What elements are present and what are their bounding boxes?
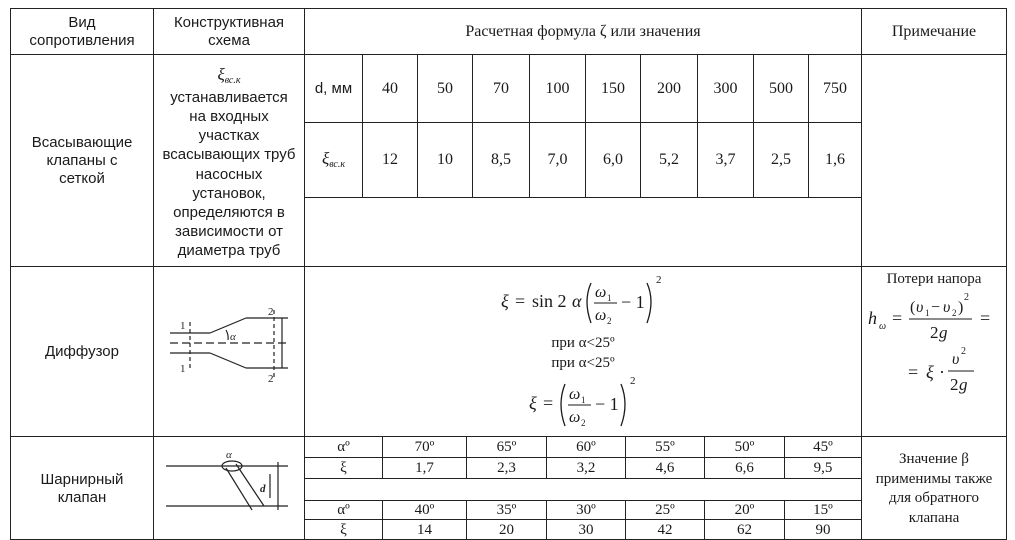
d-value: 200 [657,79,681,97]
valve-alpha-label: α [226,449,232,461]
xi-value: 2,5 [771,151,791,169]
xi-value: 9,5 [813,460,833,476]
xi-value: 3,2 [576,460,596,476]
svg-text:ξ: ξ [529,393,537,413]
svg-text:υ: υ [943,299,951,316]
condition-1: при α<25º [551,335,615,351]
alpha-value: 35º [496,502,517,518]
svg-text:·: · [939,362,945,382]
svg-text:=: = [515,291,526,311]
header-scheme: Конструктивная схема [173,13,285,49]
xi-value: 14 [417,522,432,538]
note-head-loss-formula [864,288,1006,400]
xi-value: 1,7 [415,460,434,476]
header-formula: Расчетная формула ζ или значения [465,22,701,40]
svg-text:2: 2 [607,316,612,326]
svg-text:=: = [892,308,903,328]
svg-text:(: ( [910,299,916,316]
xi-value: 42 [657,522,673,538]
svg-text:): ) [958,299,964,316]
d-label: d, мм [314,79,353,97]
row2-name: Диффузор [45,342,119,360]
section-1-bottom: 1 [180,363,186,375]
svg-text:=: = [543,393,554,413]
note-hinged-valve: Значение β применимы также для обратного клапана [875,451,993,526]
diffuser-formulas [305,267,861,436]
svg-text:υ: υ [952,351,960,368]
alpha-value: 65º [496,439,517,455]
svg-text:2: 2 [930,323,939,342]
alpha-value: 20º [734,502,755,518]
alpha-value: 55º [655,439,675,455]
xi-value: 30 [578,522,594,538]
xi-value: 2,3 [497,460,516,476]
svg-text:α: α [572,291,582,311]
svg-text:2: 2 [950,375,959,394]
xi-row-label: ξ [340,522,347,538]
svg-text:ω: ω [595,307,607,324]
svg-text:ξ: ξ [501,291,509,311]
alpha-value: 70º [414,439,435,455]
note-head-loss-title: Потери напора [886,271,982,287]
row1-name: Всасывающие клапаны с сеткой [31,133,133,187]
section-2-bottom: 2 [268,373,274,385]
svg-text:=: = [908,362,919,382]
svg-text:ω: ω [569,409,581,426]
alpha-value: 25º [655,502,675,518]
d-value: 500 [769,79,793,97]
row3-name: Шарнирный клапан [40,470,124,506]
section-2-top: 2 [268,306,274,318]
valve-d-label: d [260,483,266,495]
section-1-top: 1 [180,320,186,332]
svg-text:=: = [980,308,991,328]
formula-1 [499,271,669,331]
svg-text:2: 2 [656,274,662,286]
alpha-value: 45º [813,439,833,455]
diffuser-diagram [158,300,298,390]
xi-value: 6,0 [603,151,623,169]
svg-text:1: 1 [925,308,930,318]
xi-label: $\xi_{вс.к}$ [321,149,346,170]
xi-row-label: ξ [340,460,347,476]
d-value: 70 [493,79,509,97]
svg-text:sin 2: sin 2 [532,291,567,311]
alpha-value: 30º [576,502,596,518]
hinged-valve-diagram [160,448,300,528]
svg-text:h: h [868,308,877,328]
xi-vsk-symbol: ξ [217,65,225,84]
row1-scheme-text: $\xi_{вс.к}$ устанавливается на входных участках всасывающих труб насосных установок, определяются в зависимости от диаметра труб [162,65,296,260]
d-value: 750 [823,79,847,97]
alpha-row-label: αº [337,502,350,518]
svg-text:2: 2 [952,308,957,318]
xi-value: 8,5 [491,151,511,169]
d-value: 300 [713,79,738,97]
header-type: Вид сопротивления [29,13,135,49]
svg-text:−: − [931,299,941,316]
alpha-value: 50º [734,439,755,455]
xi-value: 5,2 [659,151,679,169]
xi-value: 62 [737,522,752,538]
svg-text:1: 1 [581,395,586,405]
xi-value: 7,0 [547,151,568,169]
d-value: 100 [545,79,570,97]
svg-text:g: g [959,375,968,394]
xi-value: 1,6 [825,151,845,169]
d-value: 40 [382,79,398,97]
svg-text:1: 1 [607,293,612,303]
formula-2 [527,372,647,434]
d-value: 150 [601,79,625,97]
xi-value: 20 [499,522,514,538]
alpha-value: 60º [576,439,596,455]
xi-value: 12 [382,151,398,169]
xi-value: 10 [437,151,453,169]
xi-value: 4,6 [655,460,675,476]
svg-text:2: 2 [581,418,586,428]
svg-text:ξ: ξ [926,362,934,382]
svg-text:ω: ω [879,321,887,332]
alpha-value: 15º [813,502,833,518]
svg-text:2: 2 [964,292,969,303]
svg-text:ω: ω [595,284,607,301]
header-note: Примечание [891,22,977,40]
alpha-label: α [230,331,236,343]
xi-value: 6,6 [735,460,754,476]
svg-text:g: g [939,323,948,342]
alpha-row-label: αº [337,439,350,455]
xi-value: 90 [815,522,831,538]
xi-value: 3,7 [715,151,736,169]
svg-text:υ: υ [916,299,924,316]
svg-text:2: 2 [961,346,966,357]
condition-2: при α<25º [551,355,615,371]
alpha-value: 40º [414,502,435,518]
svg-text:ω: ω [569,386,581,403]
svg-text:− 1: − 1 [595,394,619,414]
svg-text:2: 2 [630,375,636,387]
d-value: 50 [437,79,453,97]
svg-text:− 1: − 1 [621,292,645,312]
